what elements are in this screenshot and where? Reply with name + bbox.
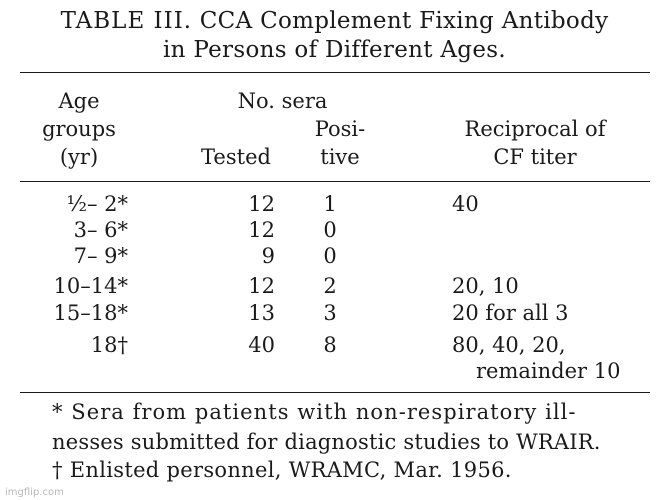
header-tested: Tested	[201, 145, 271, 169]
row-4-positive: 2	[323, 274, 337, 298]
row-1-tested: 12	[248, 192, 275, 216]
table-title-line-1	[0, 8, 669, 34]
row-5-age: 15–18*	[53, 301, 128, 325]
header-positive-line-2: tive	[320, 145, 360, 169]
header-positive-line-1: Posi-	[314, 117, 366, 141]
footnote-dagger: † Enlisted personnel, WRAMC, Mar. 1956.	[52, 458, 512, 482]
row-5-tested: 13	[248, 301, 275, 325]
row-3-age: 7– 9*	[73, 244, 128, 268]
top-rule	[20, 72, 650, 73]
row-1-age: ½– 2*	[66, 192, 128, 216]
table-title-text: CCA Complement Fixing Antibody	[199, 8, 609, 34]
row-2-positive: 0	[323, 218, 337, 242]
row-6-positive: 8	[323, 333, 337, 357]
bottom-rule	[20, 392, 650, 393]
header-reciprocal-line-2: CF titer	[493, 145, 577, 169]
header-age-line-3: (yr)	[59, 145, 99, 169]
table-title-line-2: in Persons of Different Ages.	[163, 37, 506, 63]
row-6-titer-continued: remainder 10	[476, 359, 621, 383]
row-6-age: 18†	[90, 333, 128, 357]
header-no-sera: No. sera	[237, 89, 328, 113]
footnote-asterisk-line-1: * Sera from patients with non-respiratory ill-	[52, 400, 577, 424]
row-4-tested: 12	[248, 274, 275, 298]
table-label: TABLE III.	[60, 8, 193, 34]
footnote-asterisk-line-2: nesses submitted for diagnostic studies to WRAIR.	[52, 430, 601, 454]
row-2-tested: 12	[248, 218, 275, 242]
row-6-tested: 40	[248, 333, 275, 357]
header-age-line-2: groups	[42, 117, 116, 141]
header-age-line-1: Age	[58, 89, 100, 113]
row-2-age: 3– 6*	[73, 218, 128, 242]
row-3-tested: 9	[261, 244, 275, 268]
row-1-titer: 40	[452, 192, 479, 216]
row-3-positive: 0	[323, 244, 337, 268]
row-5-titer: 20 for all 3	[452, 301, 569, 325]
row-1-positive: 1	[323, 192, 337, 216]
header-reciprocal-line-1: Reciprocal of	[464, 117, 606, 141]
row-4-titer: 20, 10	[452, 274, 519, 298]
watermark: imgflip.com	[5, 487, 64, 498]
header-rule	[20, 181, 650, 182]
row-4-age: 10–14*	[53, 274, 128, 298]
row-5-positive: 3	[323, 301, 337, 325]
row-6-titer: 80, 40, 20,	[452, 333, 566, 357]
